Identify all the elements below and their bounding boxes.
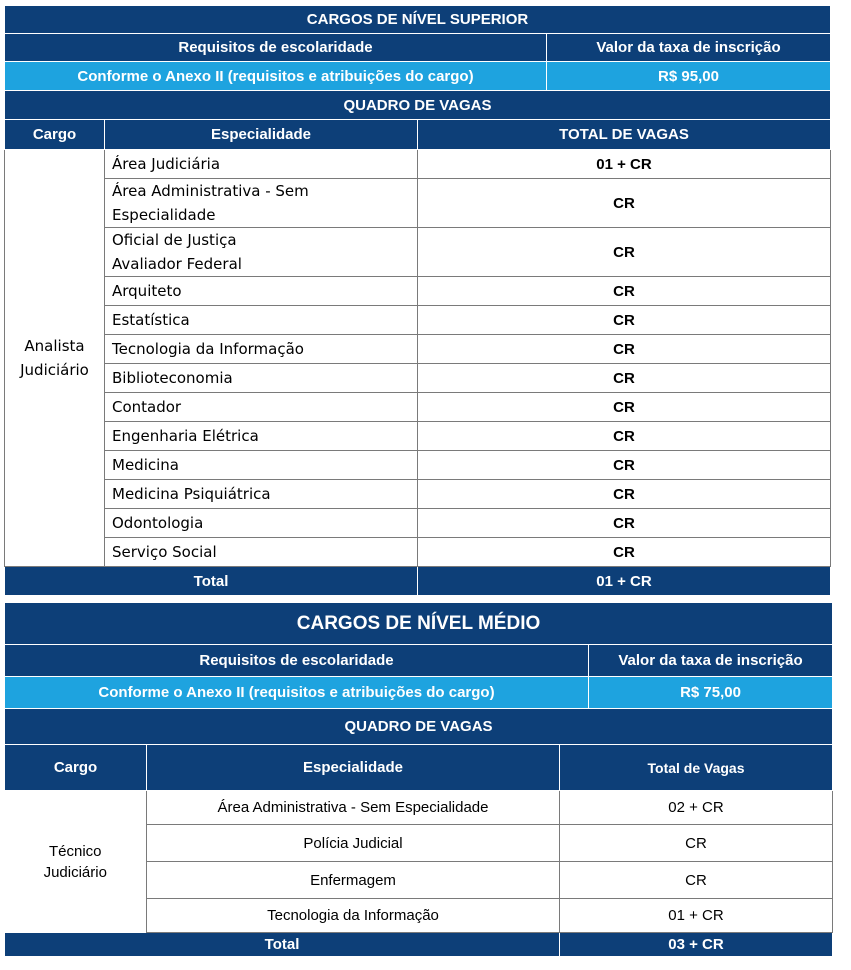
medio-row-esp: Área Administrativa - Sem Especialidade — [147, 791, 560, 825]
medio-title: CARGOS DE NÍVEL MÉDIO — [5, 603, 833, 645]
medio-fee-value: R$ 75,00 — [589, 677, 833, 709]
superior-col-cargo: Cargo — [5, 120, 105, 150]
superior-row-vagas: CR — [418, 480, 831, 509]
superior-row-esp: Engenharia Elétrica — [105, 422, 418, 451]
medio-cargo-cell — [5, 791, 147, 933]
medio-col-esp: Especialidade — [147, 745, 560, 791]
superior-row-vagas: CR — [418, 306, 831, 335]
medio-table — [4, 602, 833, 957]
superior-row-esp: Estatística — [105, 306, 418, 335]
superior-cargo-line1: Analista — [24, 337, 85, 355]
superior-row-vagas: CR — [418, 228, 831, 277]
superior-req-value: Conforme o Anexo II (requisitos e atribuições do cargo) — [5, 62, 547, 91]
superior-row-esp — [105, 179, 418, 228]
superior-row-vagas: 01 + CR — [418, 150, 831, 179]
superior-total-label: Total — [5, 567, 418, 596]
medio-quadro-header: QUADRO DE VAGAS — [5, 709, 833, 745]
superior-col-total: TOTAL DE VAGAS — [418, 120, 831, 150]
superior-row-esp: Arquiteto — [105, 277, 418, 306]
superior-row-vagas: CR — [418, 277, 831, 306]
superior-row-esp-line2: Especialidade — [112, 206, 216, 224]
superior-row-esp: Tecnologia da Informação — [105, 335, 418, 364]
superior-row-vagas: CR — [418, 335, 831, 364]
medio-row-vagas: 01 + CR — [560, 899, 833, 933]
superior-row-esp-line1: Área Administrativa - Sem — [112, 182, 309, 200]
medio-col-cargo: Cargo — [5, 745, 147, 791]
superior-row-vagas: CR — [418, 451, 831, 480]
superior-row-esp-line2: Avaliador Federal — [112, 255, 242, 273]
medio-req-header: Requisitos de escolaridade — [5, 645, 589, 677]
superior-row-vagas: CR — [418, 538, 831, 567]
superior-row-vagas: CR — [418, 422, 831, 451]
superior-row-esp: Medicina Psiquiátrica — [105, 480, 418, 509]
medio-row-esp: Enfermagem — [147, 862, 560, 899]
superior-cargo-line2: Judiciário — [20, 361, 89, 379]
superior-row-esp: Serviço Social — [105, 538, 418, 567]
superior-total-value: 01 + CR — [418, 567, 831, 596]
superior-row-vagas: CR — [418, 509, 831, 538]
superior-req-header: Requisitos de escolaridade — [5, 34, 547, 62]
medio-row-vagas: CR — [560, 825, 833, 862]
superior-row-esp: Medicina — [105, 451, 418, 480]
superior-fee-value: R$ 95,00 — [547, 62, 831, 91]
superior-row-esp: Área Judiciária — [105, 150, 418, 179]
superior-row-esp-line1: Oficial de Justiça — [112, 231, 237, 249]
superior-row-vagas: CR — [418, 393, 831, 422]
superior-quadro-header: QUADRO DE VAGAS — [5, 91, 831, 120]
medio-cargo-line1: Técnico — [48, 842, 102, 860]
medio-req-value: Conforme o Anexo II (requisitos e atribuições do cargo) — [5, 677, 589, 709]
superior-row-esp: Contador — [105, 393, 418, 422]
superior-col-esp: Especialidade — [105, 120, 418, 150]
superior-title: CARGOS DE NÍVEL SUPERIOR — [5, 6, 831, 34]
superior-fee-header: Valor da taxa de inscrição — [547, 34, 831, 62]
medio-row-esp: Tecnologia da Informação — [147, 899, 560, 933]
superior-row-vagas: CR — [418, 179, 831, 228]
medio-total-value: 03 + CR — [560, 933, 833, 957]
medio-total-label: Total — [5, 933, 560, 957]
superior-table — [4, 5, 831, 596]
medio-row-vagas: 02 + CR — [560, 791, 833, 825]
superior-row-esp: Biblioteconomia — [105, 364, 418, 393]
medio-fee-header: Valor da taxa de inscrição — [589, 645, 833, 677]
medio-row-vagas: CR — [560, 862, 833, 899]
superior-cargo-cell — [5, 150, 105, 567]
superior-row-vagas: CR — [418, 364, 831, 393]
medio-cargo-line2: Judiciário — [43, 863, 107, 881]
superior-row-esp: Odontologia — [105, 509, 418, 538]
medio-col-total: Total de Vagas — [560, 745, 833, 791]
medio-row-esp: Polícia Judicial — [147, 825, 560, 862]
superior-row-esp — [105, 228, 418, 277]
